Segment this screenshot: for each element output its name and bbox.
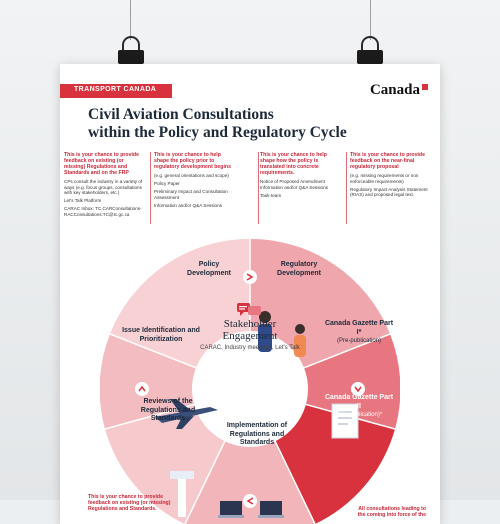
column-line: Let's Talk Platform [64, 198, 102, 204]
info-column-2 [154, 152, 236, 211]
center-title-line-1: Stakeholder [223, 318, 277, 330]
department-label: TRANSPORT CANADA [74, 86, 157, 93]
segment-label-regulatory: Regulatory Development [277, 261, 321, 277]
column-line: Preliminary Impact and Consultation Assessment [154, 189, 228, 200]
segment-label-issue: Issue Identification and Prioritization [122, 327, 200, 343]
column-line: Information and/or Q&A Sessions [154, 202, 222, 208]
department-band [60, 84, 172, 98]
center-title-line-2: Engagement [222, 330, 278, 342]
column-lead: This is your chance to help shape the policy prior to regulatory development begins [154, 152, 231, 170]
segment-label-gazette-2 [324, 394, 394, 420]
gazette-1-title: Canada Gazette Part I* [324, 320, 394, 336]
column-line: Regulatory Impact Analysis Statement (RIAS) and proposed legal text. [350, 186, 428, 198]
column-lead: This is your chance to help shape how the policy is translated into concrete requirements. [260, 152, 327, 176]
poster [60, 64, 440, 524]
info-column-3 [260, 152, 342, 201]
info-column-1 [64, 152, 146, 220]
column-line: CARAC Inbox: TC.CARConsultations-RACConsultations.TC@tc.gc.ca [64, 206, 142, 217]
hanging-string-left [130, 0, 131, 40]
footer-note-right: All consultations leading to the coming into force of the [357, 506, 426, 518]
column-divider [346, 152, 347, 224]
segment-label-gazette-1 [324, 320, 394, 346]
column-line: (e.g. general orientations and scope) [154, 173, 229, 178]
column-lead: This is your chance to provide feedback on the near-final regulatory proposal [350, 152, 425, 170]
cycle-wheel [100, 239, 400, 524]
segment-label-implementation: Implementation of Regulations and Standards [226, 422, 288, 446]
gazette-2-subtitle: (Pre-publication)* [335, 412, 383, 418]
chat-bubbles-icon [236, 302, 262, 317]
footer-note-left: This is your chance to provide feedback on existing (or missing) Regulations and Standards. [88, 494, 171, 512]
column-lead: This is your chance to provide feedback on existing (or missing) Regulations and Standards and on the FRP [64, 152, 139, 176]
gazette-2-title: Canada Gazette Part II [324, 394, 394, 410]
stakeholder-engagement-center [196, 318, 304, 353]
flag-icon [422, 84, 428, 90]
column-line: (e.g. missing requirements or non enforceable requirements) [350, 173, 419, 184]
title-line-1: Civil Aviation Consultations [88, 106, 274, 123]
info-column-4 [350, 152, 432, 200]
column-line: CPs consult the industry in a variety of ways (e.g. focus groups, consultations with key stakeholders, etc.) [64, 179, 143, 196]
center-subtitle: CARAC, Industry meetings, Let's Talk [200, 345, 300, 351]
title-line-2: within the Policy and Regulatory Cycle [88, 124, 347, 141]
segment-label-reviews: Reviews of the Regulations and Standards [140, 398, 196, 422]
hanging-string-right [370, 0, 371, 40]
segment-label-policy: Policy Development [187, 261, 231, 277]
column-line: Task-team [260, 192, 282, 198]
column-line: Notice of Proposed Amendment Information and/or Q&A Sessions [260, 179, 328, 190]
gazette-1-subtitle: (Pre-publication) [336, 338, 382, 344]
column-divider [150, 152, 151, 224]
column-line: Policy Paper [154, 181, 180, 187]
canada-wordmark: Canada [369, 82, 420, 98]
page-title [88, 106, 347, 142]
column-divider [258, 152, 259, 224]
